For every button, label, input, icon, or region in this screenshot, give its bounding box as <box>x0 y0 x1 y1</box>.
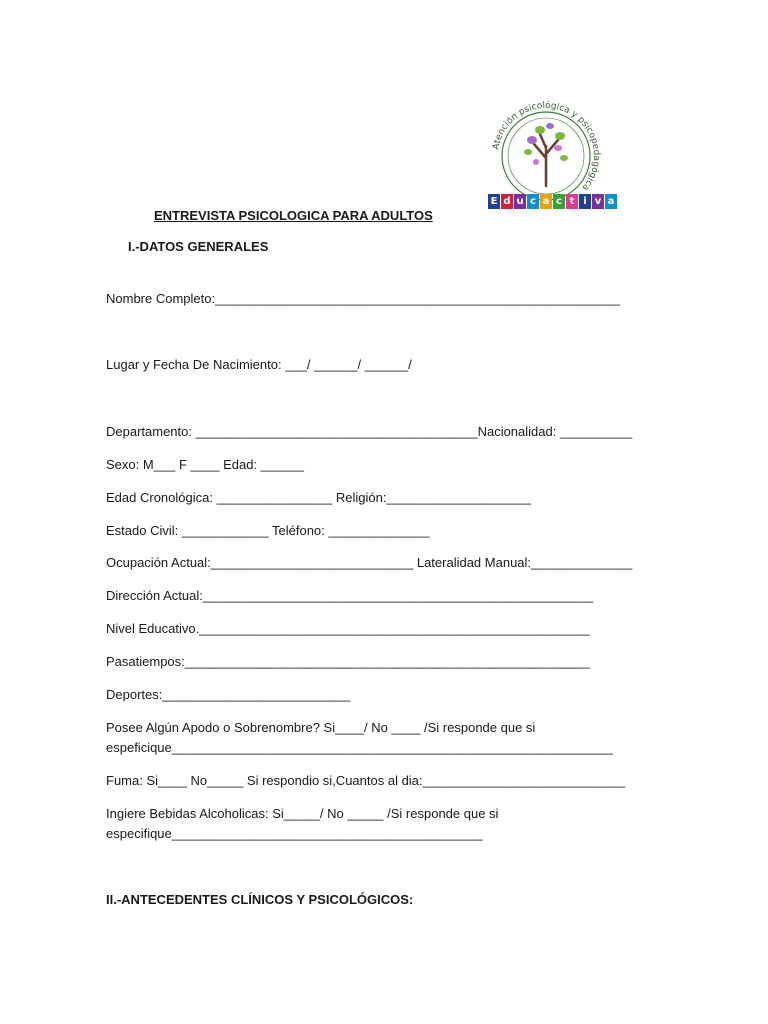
brand-letter: t <box>566 194 578 209</box>
brand-letter: E <box>488 194 500 209</box>
brand-letter: u <box>514 194 526 209</box>
field-lugar-fecha: Lugar y Fecha De Nacimiento: ___/ ______/ ______/ <box>106 357 412 372</box>
field-edad-cronologica: Edad Cronológica: ________________ Religión:____________________ <box>106 490 532 505</box>
field-ocupacion: Ocupación Actual:____________________________ Lateralidad Manual:______________ <box>106 555 633 570</box>
field-departamento: Departamento: _______________________________________Nacionalidad: __________ <box>106 424 633 439</box>
field-apodo-especifique: espeficique_____________________________________________________________ <box>106 740 613 755</box>
field-sexo: Sexo: M___ F ____ Edad: ______ <box>106 457 305 472</box>
brand-letter: a <box>605 194 617 209</box>
field-fuma: Fuma: Si____ No_____ Si respondio si,Cuantos al dia:____________________________ <box>106 773 625 788</box>
logo-ring-text: Atención psicológica y psicopedagógica <box>491 100 602 193</box>
field-bebidas: Ingiere Bebidas Alcoholicas: Si_____/ No _____ /Si responde que si <box>106 806 499 821</box>
educactiva-brand <box>488 194 617 214</box>
brand-letter: i <box>579 194 591 209</box>
field-estado-civil: Estado Civil: ____________ Teléfono: ______________ <box>106 523 430 538</box>
brand-letter: c <box>553 194 565 209</box>
brand-letter: c <box>527 194 539 209</box>
field-apodo: Posee Algún Apodo o Sobrenombre? Si____/ No ____ /Si responde que si <box>106 720 536 735</box>
document-title: ENTREVISTA PSICOLOGICA PARA ADULTOS <box>154 208 433 223</box>
brand-letter: d <box>501 194 513 209</box>
brand-letter: v <box>592 194 604 209</box>
field-direccion: Dirección Actual:______________________________________________________ <box>106 588 594 603</box>
section-antecedentes: II.-ANTECEDENTES CLÍNICOS Y PSICOLÓGICOS: <box>106 892 414 907</box>
section-datos-generales: I.-DATOS GENERALES <box>128 239 269 254</box>
brand-letter: a <box>540 194 552 209</box>
field-nombre: Nombre Completo:________________________________________________________ <box>106 291 620 306</box>
field-deportes: Deportes:__________________________ <box>106 687 351 702</box>
field-pasatiempos: Pasatiempos:________________________________________________________ <box>106 654 590 669</box>
field-nivel-educativo: Nivel Educativo.______________________________________________________ <box>106 621 590 636</box>
field-bebidas-especifique: especifique___________________________________________ <box>106 826 483 841</box>
